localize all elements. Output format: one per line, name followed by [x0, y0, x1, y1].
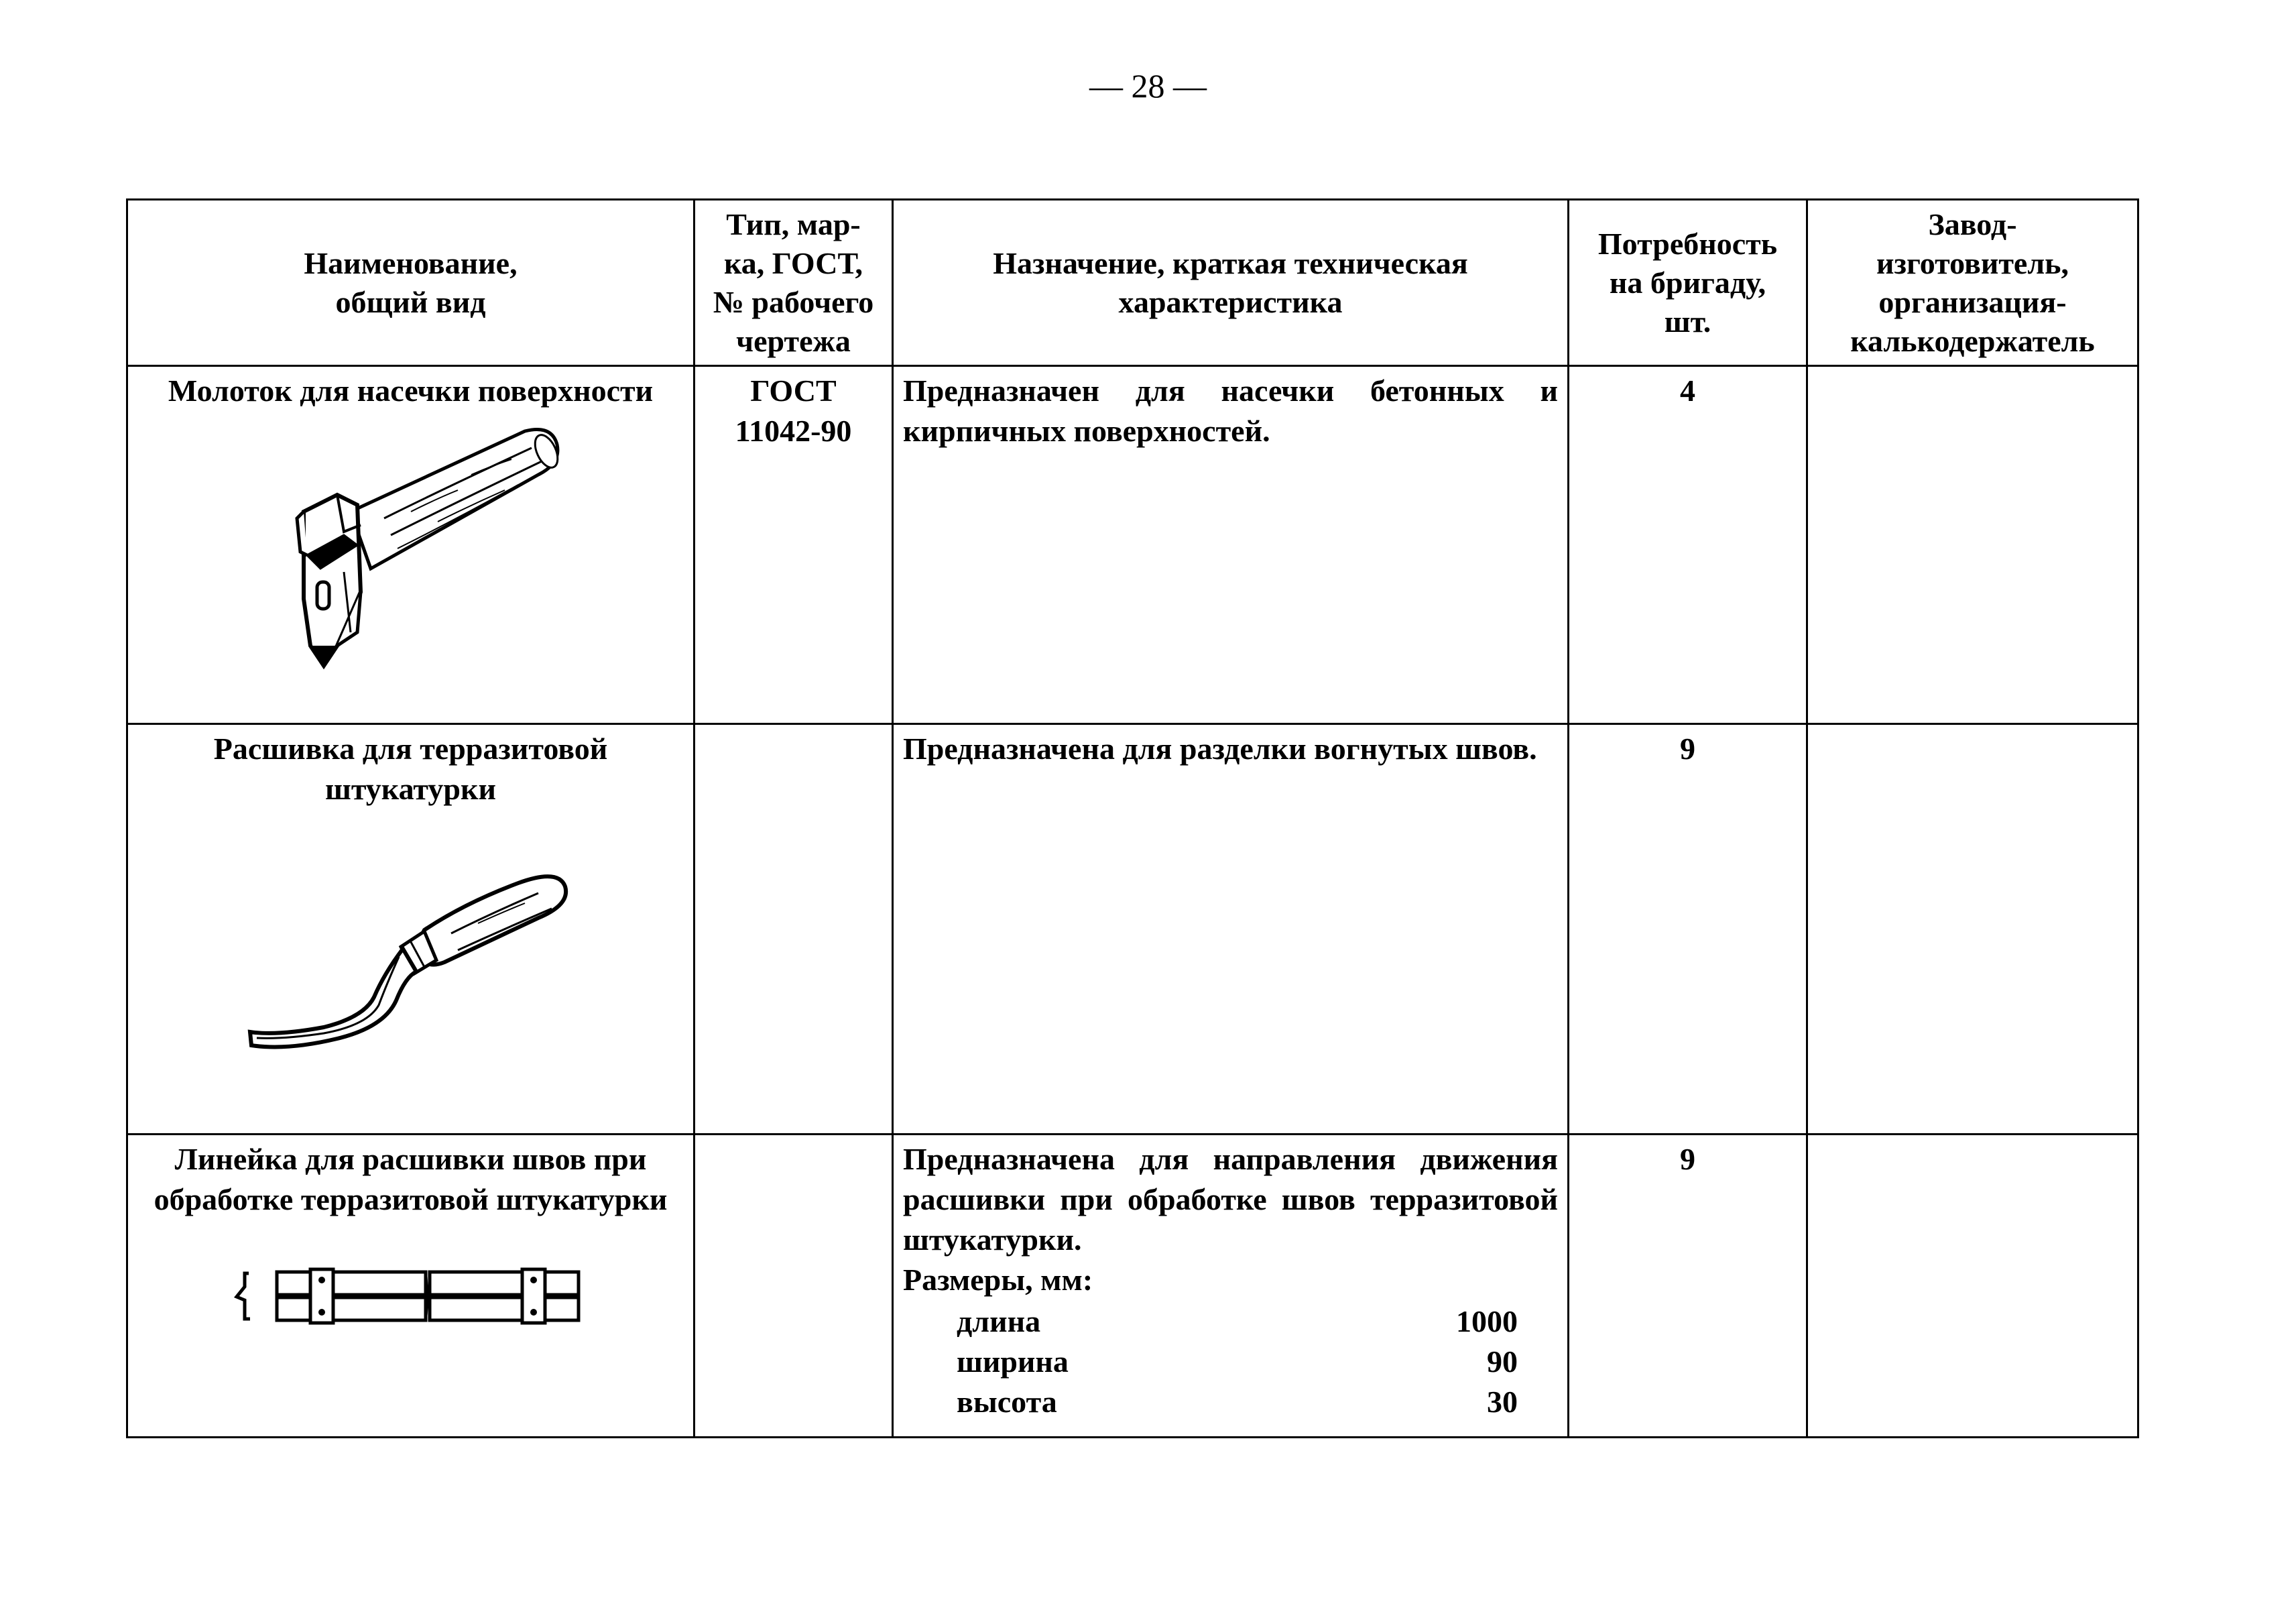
- purpose-text: Предназначен для насечки бетонных и кирпичных поверхностей.: [903, 373, 1558, 448]
- purpose-text: Предназначена для направления движения расшивки при обработке швов терразитовой штукатурки.: [903, 1142, 1558, 1257]
- tool-name: Расшивка для терразитовой штукатурки: [213, 732, 608, 806]
- size-row: [903, 1342, 1558, 1382]
- need-value: 4: [1680, 373, 1695, 408]
- jointer-blade: [250, 949, 416, 1047]
- type-line-1: ГОСТ: [750, 373, 837, 408]
- sizes-title: Размеры, мм:: [903, 1263, 1093, 1297]
- need-value: 9: [1680, 732, 1695, 766]
- hammer-handle: [351, 430, 562, 569]
- tool-name: Линейка для расшивки швов при обработке терразитовой штукатурки: [154, 1142, 668, 1216]
- row-need-cell: [1569, 366, 1807, 724]
- purpose-text: Предназначена для разделки вогнутых швов.: [903, 732, 1537, 766]
- table-header-row: [127, 200, 2138, 366]
- row-purpose-cell: [893, 1135, 1569, 1438]
- row-maker-cell: [1807, 724, 2138, 1135]
- jointer-handle: [419, 876, 566, 964]
- tool-name: Молоток для насечки поверхности: [168, 373, 654, 408]
- row-name-cell: [127, 724, 694, 1135]
- hammer-head: [297, 495, 361, 666]
- header-type: Тип, мар- ка, ГОСТ, № рабочего чертежа: [694, 200, 893, 366]
- row-type-cell: [694, 724, 893, 1135]
- size-value: 90: [1487, 1344, 1518, 1379]
- size-value: 30: [1487, 1385, 1518, 1419]
- size-label: высота: [957, 1385, 1057, 1419]
- bush-hammer-illustration: [237, 411, 585, 679]
- size-value: 1000: [1456, 1304, 1518, 1338]
- guide-ruler-illustration: [223, 1260, 599, 1334]
- row-purpose-cell: [893, 724, 1569, 1135]
- row-need-cell: [1569, 1135, 1807, 1438]
- table-row: [127, 724, 2138, 1135]
- ruler-profile-end: [237, 1273, 250, 1319]
- need-value: 9: [1680, 1142, 1695, 1176]
- row-maker-cell: [1807, 366, 2138, 724]
- row-purpose-cell: [893, 366, 1569, 724]
- page-number: — 28 —: [1089, 67, 1207, 105]
- size-label: ширина: [957, 1344, 1069, 1379]
- type-line-2: 11042-90: [735, 414, 852, 448]
- tools-table: [126, 198, 2139, 1438]
- row-name-cell: [127, 1135, 694, 1438]
- header-name: Наименование, общий вид: [127, 200, 694, 366]
- sizes-list: [903, 1301, 1558, 1422]
- header-need: Потребность на бригаду, шт.: [1569, 200, 1807, 366]
- table-row: [127, 366, 2138, 724]
- size-row: [903, 1382, 1558, 1422]
- size-label: длина: [957, 1304, 1041, 1338]
- header-maker: Завод- изготовитель, организация- калькодержатель: [1807, 200, 2138, 366]
- row-need-cell: [1569, 724, 1807, 1135]
- row-type-cell: [694, 366, 893, 724]
- table-row: [127, 1135, 2138, 1438]
- jointer-illustration: [223, 856, 599, 1057]
- size-row: [903, 1301, 1558, 1342]
- row-name-cell: [127, 366, 694, 724]
- row-type-cell: [694, 1135, 893, 1438]
- row-maker-cell: [1807, 1135, 2138, 1438]
- header-purpose: Назначение, краткая техническая характеристика: [893, 200, 1569, 366]
